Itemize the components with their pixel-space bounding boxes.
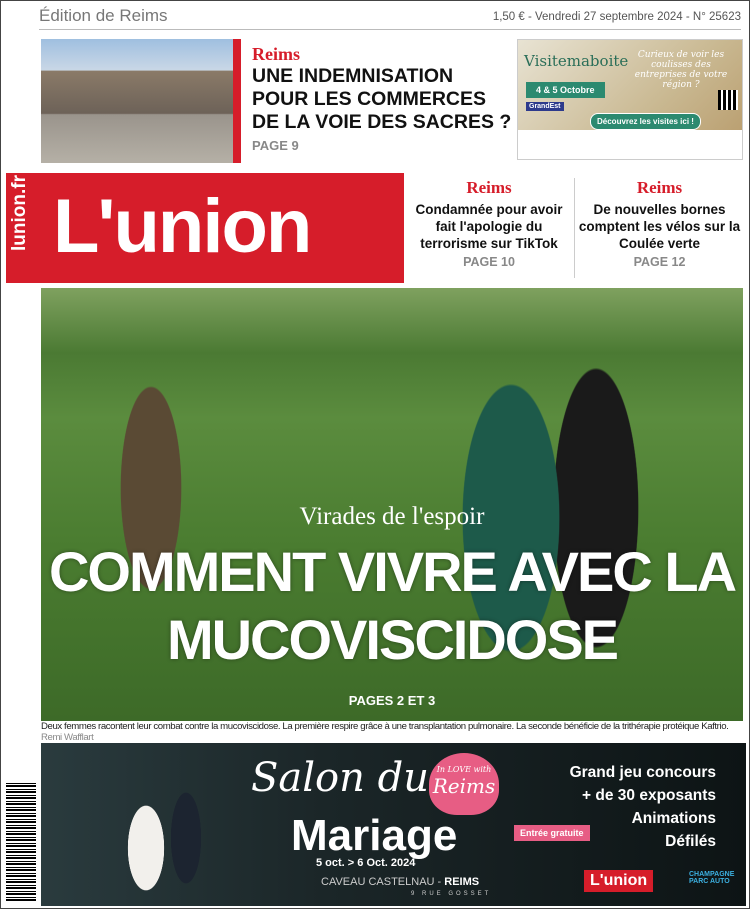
ad-dates: 5 oct. > 6 Oct. 2024 — [316, 857, 416, 869]
teaser-page: PAGE 10 — [463, 255, 515, 269]
ad-title: Visitemaboite — [524, 52, 629, 70]
heart-icon — [429, 753, 499, 815]
ad-tagline: Curieux de voir les coulisses des entreprises de votre région ? — [634, 50, 728, 90]
ad-salon: Salon du — [251, 755, 429, 801]
lunion-logo: L'union — [584, 870, 653, 892]
ad-date: 4 & 5 Octobre — [526, 82, 605, 98]
ad-button[interactable]: Découvrez les visites ici ! — [590, 113, 701, 130]
ad-features — [570, 761, 716, 853]
edition-label: Édition de Reims — [39, 6, 168, 25]
main-story-pages: PAGES 2 ET 3 — [348, 693, 436, 708]
feature: Animations — [631, 810, 716, 827]
masthead-url[interactable]: lunion.fr — [9, 175, 30, 251]
ad-street: 9 RUE GOSSET — [411, 891, 492, 897]
venue-name: CAVEAU CASTELNAU - — [321, 876, 445, 888]
salon-mariage-ad[interactable] — [41, 743, 746, 906]
qr-code-icon — [718, 90, 738, 110]
heart-top: In LOVE with — [436, 765, 492, 774]
teaser-page: PAGE 12 — [633, 255, 686, 269]
teaser[interactable] — [404, 178, 574, 278]
heart-city: Reims — [432, 774, 496, 798]
masthead-logo: L'union — [53, 184, 311, 269]
caption-text: Deux femmes racontent leur combat contre la mucoviscidose. La première respire grâce à une transplantation pulmonaire. La seconde bénéficie de la trithérapie protéique Kaftrio. — [41, 721, 729, 732]
teaser-kicker: Reims — [466, 178, 512, 197]
divider — [39, 29, 741, 30]
accent-bar — [233, 39, 241, 163]
top-story-photo[interactable] — [41, 39, 233, 163]
issue-info: 1,50 € - Vendredi 27 septembre 2024 - N° 25623 — [492, 11, 741, 23]
sponsor-logo: GrandEst — [526, 102, 564, 111]
teaser-headline: Condamnée pour avoir fait l'apologie du terrorisme sur TikTok — [415, 202, 563, 251]
top-story-headline[interactable]: UNE INDEMNISATION POUR LES COMMERCES DE LA VOIE DES SACRES ? — [252, 65, 512, 133]
free-entry-badge: Entrée gratuite — [514, 825, 590, 841]
teaser-headline: De nouvelles bornes comptent les vélos sur la Coulée verte — [578, 202, 741, 251]
main-story-photo[interactable] — [41, 288, 743, 721]
venue-city: REIMS — [444, 876, 480, 888]
ad-mariage: Mariage — [291, 811, 458, 860]
barcode-icon — [6, 781, 36, 901]
couple-photo — [101, 748, 231, 906]
main-story-headline[interactable]: COMMENT VIVRE AVEC LA MUCOVISCIDOSE — [48, 540, 736, 671]
partner-logo: CHAMPAGNE PARC AUTO — [689, 871, 735, 885]
ad-venue — [321, 876, 479, 888]
feature: Défilés — [665, 833, 716, 850]
teaser-kicker: Reims — [636, 178, 683, 197]
teaser[interactable] — [574, 178, 744, 278]
main-story-kicker: Virades de l'espoir — [299, 503, 485, 530]
top-story-page: PAGE 9 — [252, 138, 299, 153]
photo-credit: Remi Wafflart — [41, 731, 94, 743]
feature: + de 30 exposants — [582, 787, 716, 804]
photo-caption — [41, 722, 746, 743]
partner-logos — [518, 130, 742, 159]
top-story-kicker: Reims — [252, 44, 300, 64]
visitemaboite-ad[interactable] — [517, 39, 743, 160]
feature: Grand jeu concours — [569, 764, 716, 781]
